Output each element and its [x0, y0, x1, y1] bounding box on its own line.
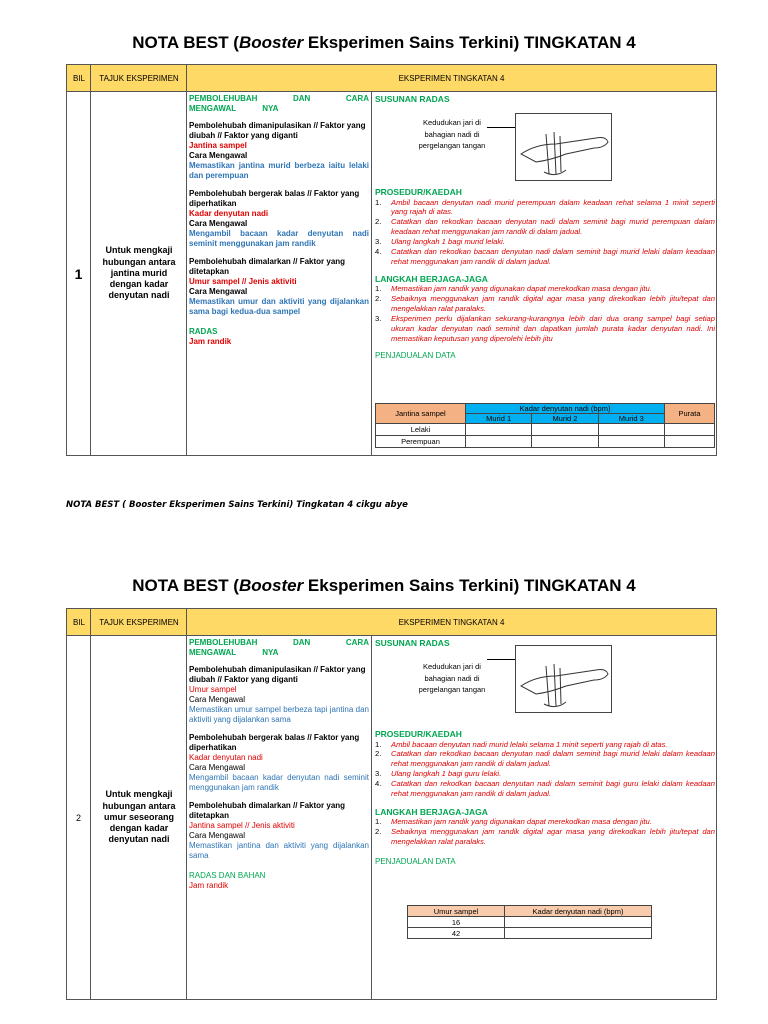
precautions-title: LANGKAH BERJAGA-JAGA [375, 273, 488, 284]
responding-value: Kadar denyutan nadi [189, 209, 269, 218]
variables-column [189, 94, 369, 347]
procedure-step: 1. Ambil bacaan denyutan nadi murid lelaki selama 1 minit seperti yang rajah di atas. [375, 739, 668, 749]
variables-title: PEMBOLEHUBAH DAN CARA MENGAWAL NYA [189, 638, 369, 657]
manipulated-label: Pembolehubah dimanipulasikan // Faktor yang diubah // Faktor yang diganti [189, 665, 366, 684]
data-title: PENJADUALAN DATA [375, 351, 456, 361]
precaution-step: 2. Sebaiknya menggunakan jam randik digital agar masa yang direkodkan lebih jitu/tepat dan mengelakkan ralat paralaks. [375, 827, 715, 847]
procedure-step: 1. Ambil bacaan denyutan nadi murid perempuan dalam keadaan rehat selama 1 minit seperti yang rajah di atas. [375, 197, 715, 217]
fixed-value: Jantina sampel // Jenis aktiviti [189, 821, 295, 830]
procedure-step: 4. Catatkan dan rekodkan bacaan denyutan nadi dalam seminit bagi murid lelaki dalam keadaan rehat menggunakan jam randik di dalam jadual. [375, 246, 715, 266]
row-age-42: 42 [408, 928, 505, 939]
data-table-2 [407, 905, 652, 939]
header-tajuk: TAJUK EKSPERIMEN [99, 73, 179, 83]
procedure-list [375, 740, 715, 799]
responding-control: Mengambil bacaan kadar denyutan nadi seminit menggunakan jam randik [189, 229, 369, 248]
table-row [376, 424, 715, 436]
responding-control-label: Cara Mengawal [189, 219, 248, 228]
manipulated-label: Pembolehubah dimanipulasikan // Faktor yang diubah // Faktor yang diganti [189, 121, 366, 140]
setup-caption-line1: Kedudukan jari di [423, 662, 481, 671]
precautions-title: LANGKAH BERJAGA-JAGA [375, 806, 488, 817]
precaution-step: 2. Sebaiknya menggunakan jam randik digital agar masa yang direkodkan lebih jitu/tepat dan mengelakkan ralat paralaks. [375, 294, 715, 313]
col-murid2: Murid 2 [532, 414, 598, 424]
fixed-control-label: Cara Mengawal [189, 287, 248, 296]
setup-section [375, 94, 715, 105]
procedure-title: PROSEDUR/KAEDAH [375, 729, 462, 739]
fixed-control: Memastikan jantina dan aktiviti yang dijalankan sama [189, 841, 369, 860]
row-lelaki: Lelaki [376, 424, 466, 436]
setup-caption [412, 117, 492, 152]
procedure-list [375, 198, 715, 267]
manipulated-value: Umur sampel [189, 685, 237, 694]
setup-caption-line3: pergelangan tangan [418, 141, 486, 151]
hand-wrist-icon [516, 646, 611, 712]
fixed-control: Memastikan umur dan aktiviti yang dijalankan sama bagi kedua-dua sampel [189, 297, 369, 316]
pulse-wrist-image [515, 113, 612, 181]
precautions-list [375, 817, 715, 847]
row-perempuan: Perempuan [376, 436, 466, 448]
row-number: 2 [75, 812, 81, 823]
table-row [408, 917, 652, 928]
fixed-label: Pembolehubah dimalarkan // Faktor yang ditetapkan [189, 801, 346, 820]
row-number: 1 [74, 265, 83, 282]
col-gender: Jantina sampel [376, 404, 466, 424]
col-age: Umur sampel [408, 906, 505, 917]
responding-control-label: Cara Mengawal [189, 763, 246, 772]
page-title-2 [0, 576, 768, 596]
setup-caption-line2: bahagian nadi di [424, 129, 480, 139]
table-header [67, 609, 716, 636]
precaution-step: 3. Eksperimen perlu dijalankan sekurang-kurangnya lebih dari dua orang sampel bagi setiap ukuran kadar denyutan nadi seminit dan dapatkan jumlah purata kadar denyutan nadi. Ini memastikan keputusan yang diperolehi lebih jitu [375, 313, 715, 343]
experiment-table-1 [66, 64, 717, 456]
experiment-table-2 [66, 608, 717, 1000]
precautions-list [375, 284, 715, 343]
title-italic: Booster [238, 576, 304, 595]
header-tajuk: TAJUK EKSPERIMEN [99, 617, 179, 627]
procedure-title: PROSEDUR/KAEDAH [375, 187, 462, 197]
fixed-control-label: Cara Mengawal [189, 831, 246, 840]
setup-caption-line3: pergelangan tangan [418, 685, 486, 695]
procedure-step: 2. Catatkan dan rekodkan bacaan denyutan nadi dalam seminit bagi murid perempuan dalam keadaan rehat menggunakan jam randik di dalam jadual. [375, 217, 715, 237]
title-italic: Booster [238, 33, 304, 52]
table-row [408, 928, 652, 939]
table-header [67, 65, 716, 92]
experiment-topic: Untuk mengkaji hubungan antara umur seseorang dengan kadar denyutan nadi [102, 789, 176, 845]
manipulated-control: Memastikan jantina murid berbeza iaitu lelaki dan perempuan [189, 161, 369, 180]
responding-label: Pembolehubah bergerak balas // Faktor yang diperhatikan [189, 189, 360, 208]
procedure-section [375, 187, 715, 361]
setup-caption [412, 661, 492, 696]
col-pulse: Kadar denyutan nadi (bpm) [505, 906, 652, 917]
col-average: Purata [665, 404, 715, 424]
setup-title: SUSUNAN RADAS [375, 638, 450, 648]
precaution-step: 1. Memastikan jam randik yang digunakan dapat merekodkan masa dengan jitu. [375, 817, 652, 827]
responding-label: Pembolehubah bergerak balas // Faktor yang diperhatikan [189, 733, 360, 752]
title-prefix: NOTA BEST ( [132, 33, 239, 52]
manipulated-value: Jantina sampel [189, 141, 247, 150]
title-suffix: Eksperimen Sains Terkini) TINGKATAN 4 [303, 576, 636, 595]
setup-caption-line1: Kedudukan jari di [423, 118, 481, 127]
procedure-step: 3. Ulang langkah 1 bagi murid lelaki. [375, 237, 505, 247]
header-eksperimen: EKSPERIMEN TINGKATAN 4 [398, 73, 505, 83]
responding-control: Mengambil bacaan kadar denyutan nadi seminit menggunakan jam randik [189, 773, 369, 792]
precaution-step: 1. Memastikan jam randik yang digunakan dapat merekodkan masa dengan jitu. [375, 284, 652, 294]
setup-caption-line2: bahagian nadi di [424, 673, 480, 683]
title-suffix: Eksperimen Sains Terkini) TINGKATAN 4 [303, 33, 636, 52]
procedure-section [375, 729, 715, 867]
procedure-step: 2. Catatkan dan rekodkan bacaan denyutan nadi dalam seminit bagi murid lelaki dalam keadaan rehat menggunakan jam randik di dalam jadual. [375, 749, 715, 769]
title-prefix: NOTA BEST ( [132, 576, 239, 595]
apparatus-title: RADAS [189, 327, 218, 336]
data-table-1 [375, 403, 715, 448]
col-murid3: Murid 3 [598, 414, 664, 424]
procedure-step: 4. Catatkan dan rekodkan bacaan denyutan nadi dalam seminit bagi guru lelaki dalam keadaan rehat menggunakan jam randik di dalam jadual. [375, 779, 715, 798]
page-title [0, 33, 768, 53]
table-row [376, 436, 715, 448]
manipulated-control: Memastikan umur sampel berbeza tapi jantina dan aktiviti yang dijalankan sama [189, 705, 369, 724]
variables-column [189, 638, 369, 891]
header-bil: BIL [72, 617, 85, 627]
manipulated-control-label: Cara Mengawal [189, 151, 248, 160]
pulse-wrist-image [515, 645, 612, 713]
manipulated-control-label: Cara Mengawal [189, 695, 246, 704]
row-age-16: 16 [408, 917, 505, 928]
col-pulse: Kadar denyutan nadi (bpm) [466, 404, 665, 414]
data-title: PENJADUALAN DATA [375, 856, 456, 866]
col-murid1: Murid 1 [466, 414, 532, 424]
header-eksperimen: EKSPERIMEN TINGKATAN 4 [398, 617, 505, 627]
fixed-value: Umur sampel // Jenis aktiviti [189, 277, 297, 286]
procedure-step: 3. Ulang langkah 1 bagi guru lelaki. [375, 769, 502, 779]
apparatus-value: Jam randik [189, 337, 232, 346]
setup-title: SUSUNAN RADAS [375, 94, 450, 104]
hand-wrist-icon [516, 114, 611, 180]
fixed-label: Pembolehubah dimalarkan // Faktor yang ditetapkan [189, 257, 346, 276]
header-bil: BIL [72, 73, 85, 83]
apparatus-value: Jam randik [189, 881, 229, 890]
responding-value: Kadar denyutan nadi [189, 753, 263, 762]
variables-title: PEMBOLEHUBAH DAN CARA MENGAWAL NYA [189, 94, 369, 113]
footer-note: NOTA BEST ( Booster Eksperimen Sains Terkini) Tingkatan 4 cikgu abye [66, 500, 408, 510]
apparatus-title: RADAS DAN BAHAN [189, 871, 266, 880]
experiment-topic: Untuk mengkaji hubungan antara jantina murid dengan kadar denyutan nadi [102, 245, 176, 301]
